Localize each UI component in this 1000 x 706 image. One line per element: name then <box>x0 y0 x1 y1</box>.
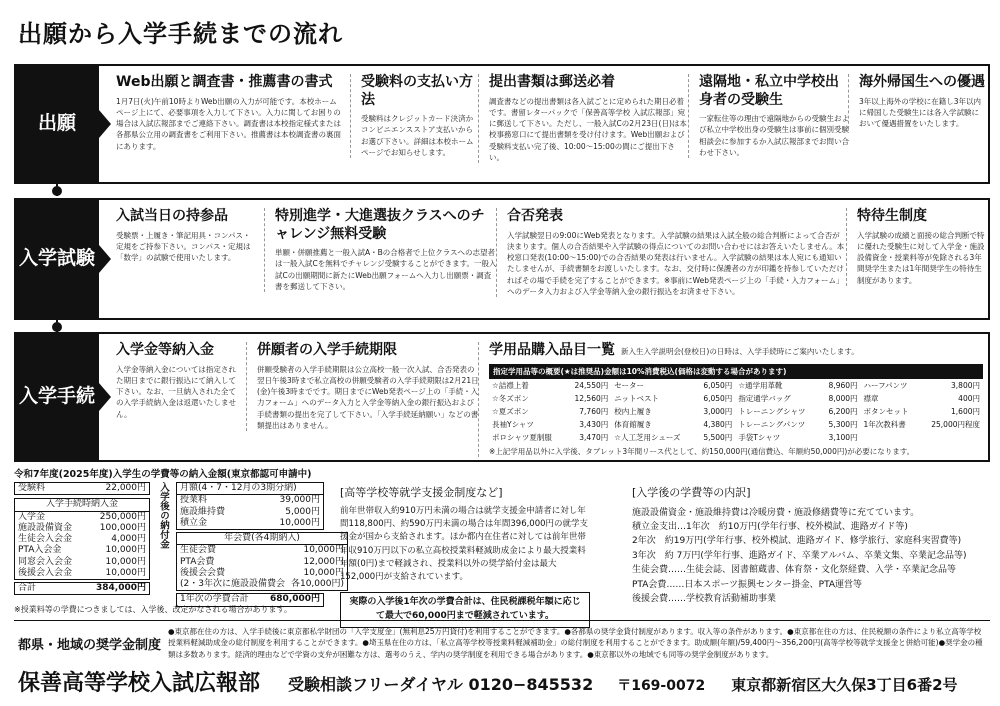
section-exam-fee-payment <box>350 74 479 158</box>
supply-item-label: ポロシャツ夏制服 <box>492 432 552 442</box>
supply-item-value: 4,380円 <box>703 419 733 429</box>
entry-total-table <box>14 582 150 595</box>
entry-fee-row-value: 4,000円 <box>111 534 146 544</box>
section-heading: 併願者の入学手続期限 <box>257 342 397 358</box>
entry-fee-row-label: 生徒会入会金 <box>18 534 73 544</box>
entry-fee-row-label: 後援会入会金 <box>18 567 73 578</box>
yearly-fee-row-value: 各10,000円) <box>290 579 344 589</box>
supply-item-value: 8,960円 <box>828 380 858 390</box>
supply-item-label: 長袖Yシャツ <box>492 419 534 429</box>
supply-item-value: 5,300円 <box>828 419 858 429</box>
supply-item-value: 1,600円 <box>951 406 980 416</box>
yearly-fee-row-label: (2・3年次に施設設備費会 <box>180 579 285 589</box>
yearly-fee-row-value: 10,000円 <box>303 567 344 578</box>
fee-note: ※授業料等の学費につきましては、入学後、改定がなされる場合があります。 <box>14 605 292 614</box>
entry-fee-row-label: 同窓会入会金 <box>18 556 73 567</box>
exam-fee-label: 受験料 <box>18 483 46 493</box>
supply-item-value: 400円 <box>958 393 980 403</box>
section-heading: 特別進学・大進選抜クラスへのチャレンジ無料受験 <box>275 208 485 242</box>
monthly-fee-row <box>177 495 324 507</box>
monthly-fee-table <box>176 482 324 530</box>
supply-item-value: 6,050円 <box>703 380 733 390</box>
supply-item-value: 24,550円 <box>574 380 609 390</box>
fees-title: 令和7年度(2025年度)入学生の学費等の納入金額(東京都認可申請中) <box>14 469 312 480</box>
supply-item-label: セーター <box>614 380 644 390</box>
monthly-fee-row-label: 積立金 <box>180 517 208 528</box>
breakdown-line: 2年次 約19万円(学年行事、校外模試、進路ガイド、修学旅行、家庭科実習費等) <box>632 536 962 547</box>
footer-phone: 受験相談フリーダイヤル 0120−845532 <box>288 675 594 694</box>
supply-item-label: ボタンセット <box>863 406 909 416</box>
supplies-table <box>489 379 983 444</box>
supplies-subnote: 新入生入学説明会(登校日)の日時は、入学手続時にご案内いたします。 <box>621 347 859 356</box>
section-body: 調査書などの提出書類は各入試ごとに定められた期日必着です。書留レターパックで「保善高等学校 入試広報部」宛に郵送して下さい。ただし、一般入試Cの2月23日(日)は本校事務窓口にて提出書類を受け付けます。Web出願および受験料支払い完了後、10:00〜15:00の間にご提出下さい。 <box>489 96 687 162</box>
supply-item-label: ☆詰襟上着 <box>492 380 529 390</box>
entry-fee-row-label: 入学金 <box>18 511 46 522</box>
entry-fee-row <box>15 534 150 545</box>
divider <box>14 620 990 621</box>
fees-panel <box>14 466 344 607</box>
footer-org: 保善高等学校入試広報部 <box>18 671 261 696</box>
exam-fee-value: 22,000円 <box>105 483 146 493</box>
footer <box>18 666 988 697</box>
section-body: 受験票・上履き・筆記用具・コンパス・定規をご持参下さい。コンパス・定規は「数学」の試験で使用いたします。 <box>116 230 251 262</box>
entry-fee-row-value: 250,000円 <box>99 511 146 522</box>
exam-fee-table <box>14 482 150 495</box>
yearly-fee-row <box>177 545 348 557</box>
supply-item-label: 襟章 <box>863 393 879 403</box>
monthly-fee-row-value: 39,000円 <box>279 495 320 506</box>
section-heading: 遠隔地・私立中学校出身者の受験生 <box>699 74 839 108</box>
section-heading: 合否発表 <box>507 208 563 224</box>
monthly-fee-row <box>177 507 324 518</box>
supply-item-label: 校内上履き <box>614 406 652 416</box>
supply-item-value: 7,760円 <box>579 406 609 416</box>
supply-item-value: 3,100円 <box>828 432 858 442</box>
yearly-fee-row-label: PTA会費 <box>180 556 215 567</box>
section-body: 併願受験者の入学手続期限は公立高校一般一次入試、合否発表の翌日午後3時まで私立高校の併願受験者の入学手続期限は2月21日(金)午後3時までです。期日までにWeb発表ページ上の「手続・入力フォーム」へのデータ入力と入学金等納入金の銀行振込および手続書類の提出を完了して下さい。「入学手続延納願い」などの書類提出はありません。 <box>257 364 479 430</box>
section-heading: 受験料の支払い方法 <box>361 74 473 108</box>
support-title: [高等学校等就学支援金制度など] <box>340 486 503 499</box>
stage-label-exam: 入学試験 <box>15 199 99 319</box>
yearly-fee-row-label: 生徒会費 <box>180 545 217 556</box>
section-body: 一家転住等の理由で遠隔地からの受験生および私立中学校出身の受験生は事前に個別受験相談会に参加するか入試広報部までお問い合わせ下さい。 <box>699 114 849 157</box>
supply-item-value: 25,000円程度 <box>931 419 980 429</box>
entry-total-label: 合計 <box>18 583 37 593</box>
section-heading: 入学金等納入金 <box>116 342 214 358</box>
monthly-fee-row-label: 授業料 <box>180 495 208 506</box>
fee-breakdown-panel <box>632 484 992 606</box>
section-body: 単願・併願推薦と一般入試A・Bの合格者で上位クラスへの志望者は一般入試Cを無料でチャレンジ受験することができます。一般入試Cの出願期間に新たにWeb出願フォームへ入力し出願票・調査書を郵送して下さい。 <box>275 248 497 291</box>
supplies-table-header: 指定学用品等の概要(★は推奨品)金額は10%消費税込(価格は変動する場合があります) <box>489 364 983 379</box>
supply-item-label <box>861 431 920 444</box>
supply-item-label: ☆冬ズボン <box>492 393 529 403</box>
entry-fee-row-value: 10,000円 <box>105 556 146 567</box>
section-exam-day-items <box>116 208 256 263</box>
entry-fee-head: 入学手続時納入金 <box>15 499 150 511</box>
supply-item-label: ハーフパンツ <box>863 380 908 390</box>
monthly-head: 月額(4・7・12月の3期分納) <box>177 483 324 495</box>
year-total-label: 1年次の学費合計 <box>180 594 249 605</box>
supply-item-label: ☆人工芝用シューズ <box>614 432 681 442</box>
section-heading: 特待生制度 <box>857 208 927 224</box>
monthly-fee-row <box>177 518 324 530</box>
entry-fee-row-value: 10,000円 <box>105 545 146 556</box>
supply-item-label: ☆通学用革靴 <box>738 380 783 390</box>
footer-address: 東京都新宿区大久保3丁目6番2号 <box>731 676 958 694</box>
flow-dot <box>52 186 62 196</box>
entry-fee-row-value: 10,000円 <box>105 567 146 578</box>
supply-item-value: 6,200円 <box>828 406 858 416</box>
after-label: 入学後の納付金 <box>158 482 169 549</box>
section-heading: 入試当日の持参品 <box>116 208 228 224</box>
flow-dot <box>52 322 62 332</box>
yearly-head: 年会費(各4期納入) <box>177 533 348 545</box>
section-heading: 学用品購入品目一覧 <box>489 342 615 358</box>
section-body: 入学金等納入金については指定された期日までに銀行振込にて納入して下さい。なお、一旦納入された全ての入学手続納入金は返還いたしません。 <box>116 364 236 419</box>
supply-item-value: 3,000円 <box>703 406 733 416</box>
supply-item-value: 3,800円 <box>951 380 980 390</box>
supply-item-value: 3,430円 <box>579 419 609 429</box>
section-heading: 海外帰国生への優遇 <box>859 74 985 90</box>
breakdown-line: 後援会費……学校教育活動補助事業 <box>632 593 777 604</box>
support-body: 前年世帯収入約910万円未満の場合は就学支援金申請者に対し年間118,800円、約590万円未満の場合は年間396,000円の就学支援金が国から支給されます。ほか都内在住者に対しては前年世帯年収910万円以下の私立高校授業料軽減助成金により最大授業料年額(0円)まで軽減され、授業料以外の奨学給付金は最大152,000円が支給されています。 <box>340 506 589 582</box>
supply-item-value: 3,470円 <box>579 432 609 442</box>
supply-item-value: 12,560円 <box>574 393 609 403</box>
entry-fee-table <box>14 498 150 580</box>
supply-item-label: 手袋Tシャツ <box>738 432 781 442</box>
section-heading: 提出書類は郵送必着 <box>489 74 615 90</box>
monthly-fee-row-value: 10,000円 <box>279 517 320 528</box>
supply-item <box>489 392 983 405</box>
supply-item <box>489 431 983 444</box>
supplies-note: ※上記学用品以外に入学後、タブレット3年間リース代として、約150,000円(通信費込、年額約50,000円)が必要になります。 <box>489 446 915 456</box>
yearly-fee-row-value: 10,000円 <box>303 545 344 556</box>
monthly-fee-row-value: 5,000円 <box>285 506 320 517</box>
supply-item-label: 1年次教科書 <box>863 419 906 429</box>
yearly-fee-row-value: 12,000円 <box>303 556 344 567</box>
stage-application <box>14 64 990 184</box>
entry-fee-row <box>15 545 150 556</box>
section-body: 3年以上海外の学校に在籍し3年以内に帰国した受験生には各入学試験において優遇措置をいたします。 <box>859 96 982 128</box>
supply-item <box>489 418 983 431</box>
entry-fee-row <box>15 568 150 580</box>
section-remote-applicants <box>688 74 849 158</box>
scholarship-title: 都県・地域の奨学金制度 <box>18 638 162 653</box>
section-web-application <box>116 74 344 152</box>
breakdown-line: 生徒会費……生徒会誌、図書館蔵書、体育祭・文化祭経費、入学・卒業記念品等 <box>632 565 957 576</box>
breakdown-line: 積立金支出…1年次 約10万円(学年行事、校外模試、進路ガイド等) <box>632 521 908 532</box>
section-body: 入学試験の成績と面接の総合判断で特に優れた受験生に対して入学金・施設設備資金・授業料等が免除される3年間奨学生または1年間奨学生の特待生制度があります。 <box>857 230 985 285</box>
supply-item-label: 指定通学バッグ <box>738 393 791 403</box>
scholarship-body: ●東京都在住の方は、入学手続後に東京都私学財団の「入学支度金」(無利息25万円貸付)を利用することができます。●各都県の奨学金貸付制度があります。収入等の条件があります。●東京都在住の方は、住民税額の条件により私立高等学校授業料軽減助成金の総付制度を利用することができます。●埼玉県在住の方は、「私立高等学校等授業料軽減補助金」の総付制度を利用することができます。助成額(年額)/59,400円〜356,200円(高等学校等就学支援金と併給可能)●奨学金の種類は多数あります。経済的理由などで学資の支弁が困難な方は、選考のうえ、学内の奨学制度を利用できる場合があります。●東京都以外の地域でも同等の奨学金制度があります。 <box>168 627 983 659</box>
stage-label-enrollment: 入学手続 <box>15 333 99 461</box>
support-highlight: 実際の入学後1年次の学費合計は、住民税課税年額に応じて最大で60,000円まで軽減されています。 <box>340 592 590 628</box>
breakdown-lines <box>632 506 992 607</box>
supply-item-value: 5,500円 <box>703 432 733 442</box>
yearly-fee-row-label: 後援会会費 <box>180 567 226 578</box>
supply-item-label: トレーニングシャツ <box>738 406 806 416</box>
supply-item-value <box>920 431 983 444</box>
page-title: 出願から入学手続までの流れ <box>18 20 343 48</box>
supply-item <box>489 379 983 392</box>
monthly-fee-row-label: 施設維持費 <box>180 506 226 517</box>
section-document-mailing <box>478 74 689 163</box>
supply-item-label: 体育館履き <box>614 419 652 429</box>
stage-enrollment <box>14 332 990 462</box>
entry-fee-row-value: 100,000円 <box>99 522 146 533</box>
yearly-fee-row <box>177 568 348 579</box>
entry-fee-row <box>15 511 150 523</box>
support-system-panel <box>340 484 590 628</box>
entry-fee-row <box>15 557 150 568</box>
breakdown-line: 3年次 約 7万円(学年行事、進路ガイド、卒業アルバム、卒業文集、卒業記念品等) <box>632 550 967 561</box>
breakdown-line: PTA会費……日本スポーツ振興センター掛金、PTA運営等 <box>632 579 863 590</box>
stage-label-application: 出願 <box>15 65 99 183</box>
section-concurrent-deadline <box>246 342 479 431</box>
supply-item-label: ☆夏ズボン <box>492 406 529 416</box>
breakdown-line: 施設設備資金・施設維持費は冷暖房費・施設修繕費等に充てています。 <box>632 507 920 518</box>
section-school-supplies <box>478 342 983 457</box>
section-free-challenge-exam <box>264 208 497 292</box>
entry-fee-row <box>15 523 150 534</box>
yearly-fee-row <box>177 557 348 568</box>
yearly-fee-table <box>176 532 348 591</box>
stage-entrance-exam <box>14 198 990 320</box>
section-results-announcement <box>496 208 847 297</box>
year-total-value: 680,000円 <box>270 594 320 605</box>
entry-fee-row-label: 施設設備資金 <box>18 522 73 533</box>
supply-item-value: 8,000円 <box>828 393 858 403</box>
section-body: 入学試験翌日の9:00にWeb発表となります。入学試験の結果は入試全般の総合判断によって合否が決まります。個人の合否結果や入学試験の得点についてのお問い合わせにはお答えいたしません。本校窓口発表(10:00〜15:00)での合否結果の発表は行いません。入学試験の結果は本人宛にも通知いたしませんが、手続書類をお渡しいたします。なお、交付時に保護者の方が印鑑を持参していただければその場で手続を完了することができます。※事前にWeb発表ページ上の「手続・入力フォーム」へのデータ入力および入学金等納入金の銀行振込をお済ませ下さい。 <box>507 230 845 296</box>
section-enrollment-payment <box>116 342 238 420</box>
entry-total-value: 384,000円 <box>96 583 146 593</box>
section-body: 1月7日(火)午前10時よりWeb出願の入力が可能です。本校ホームページ上にて、必要事項を入力して下さい。入力に関してお困りの場合は入試広報部までご連絡下さい。調査書は本校指定様式または各都県公立用の調査書をご利用下さい。推薦書は本校調査書の裏面にあります。 <box>116 96 341 151</box>
footer-zip: 〒169-0072 <box>617 678 706 694</box>
section-returnee-students <box>848 74 985 129</box>
supply-item <box>489 405 983 418</box>
supply-item-value: 6,050円 <box>703 393 733 403</box>
entry-fee-row-label: PTA入会金 <box>18 545 62 556</box>
supply-item-label: トレーニングパンツ <box>738 419 806 429</box>
section-body: 受験料はクレジットカード決済かコンビニエンスストア支払いからお選び下さい。詳細は本校ホームページでお知らせします。 <box>361 114 474 157</box>
yearly-fee-row <box>177 579 348 591</box>
breakdown-title: [入学後の学費等の内訳] <box>632 486 751 499</box>
supply-item-label: ニットベスト <box>614 393 659 403</box>
section-scholarship-student <box>846 208 985 286</box>
section-heading: Web出願と調査書・推薦書の書式 <box>116 74 333 90</box>
